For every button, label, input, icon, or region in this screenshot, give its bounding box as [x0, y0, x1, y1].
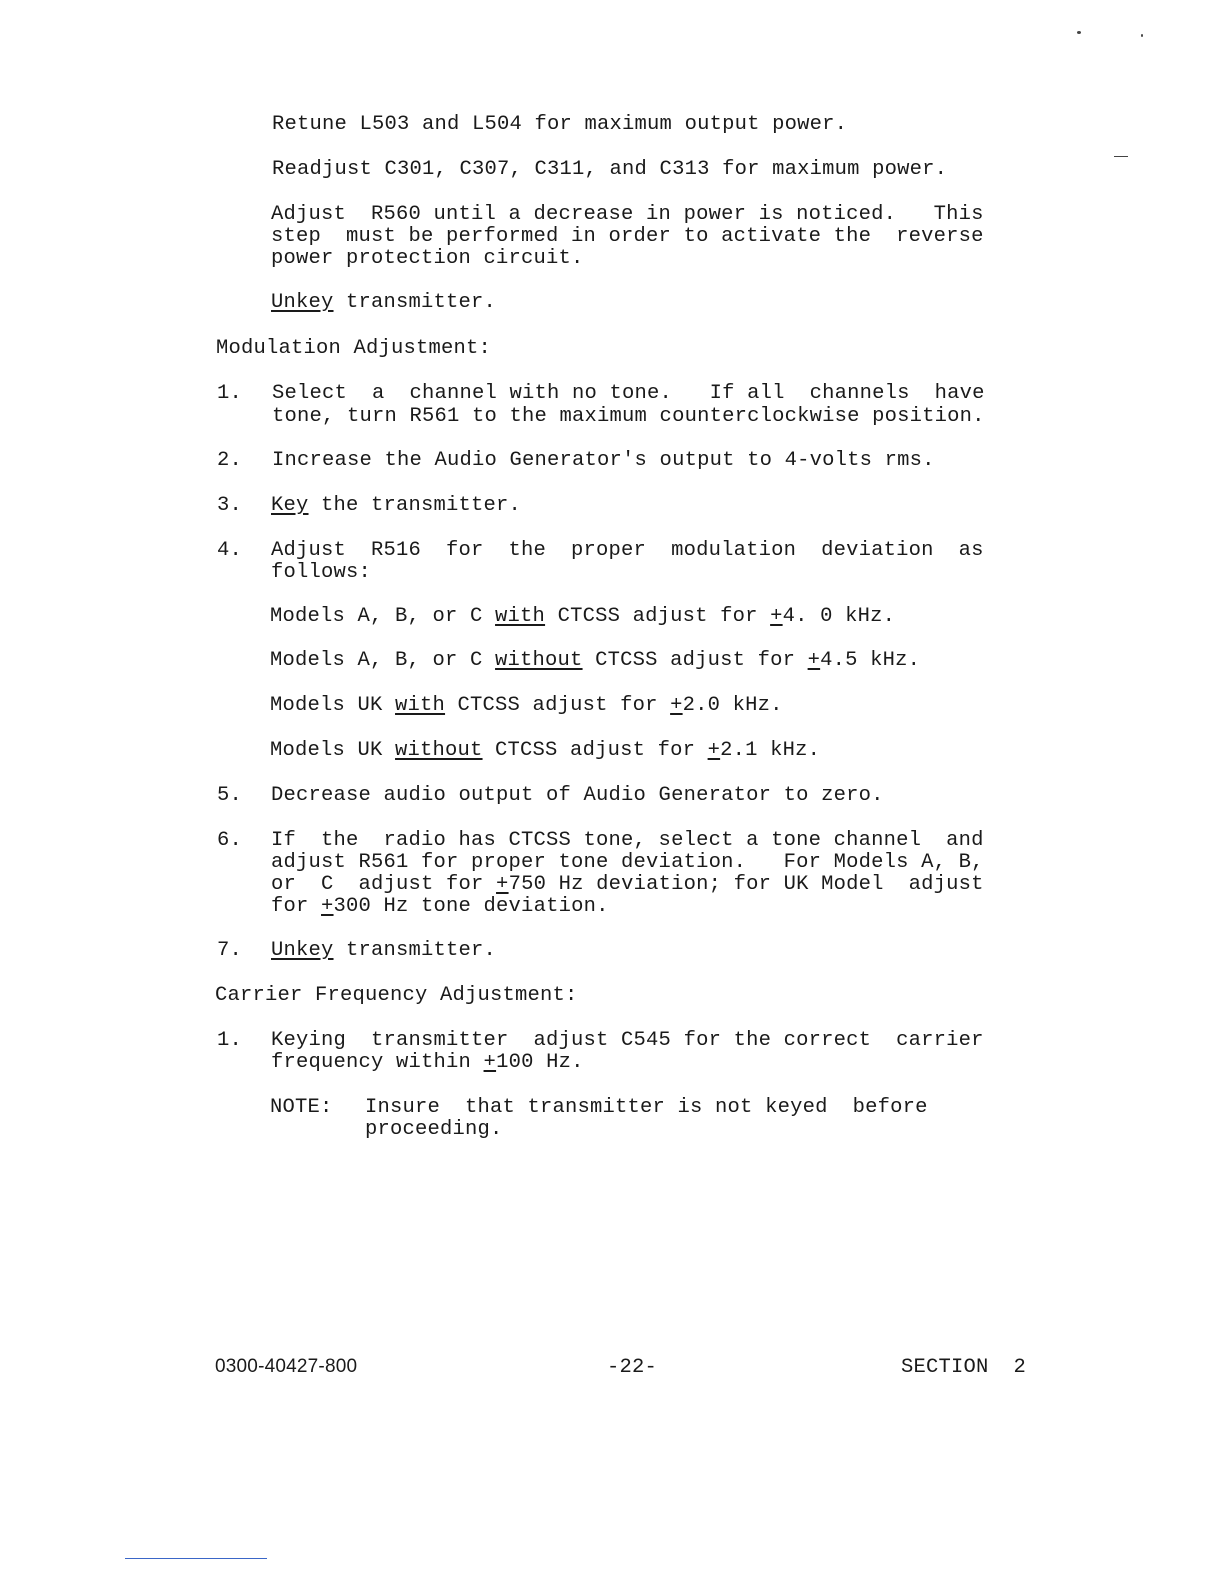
mod-step-7: Unkey transmitter.	[271, 939, 497, 962]
carrier-heading: Carrier Frequency Adjustment:	[215, 984, 578, 1007]
step-number: 6.	[217, 829, 243, 852]
mod-step-1-line-1: Select a channel with no tone. If all channels have	[272, 382, 985, 405]
mod-step-1-line-2: tone, turn R561 to the maximum counterclockwise position.	[272, 405, 985, 428]
retune-instruction: Retune L503 and L504 for maximum output power.	[272, 113, 848, 136]
scan-speck	[1141, 34, 1143, 37]
unkey-instruction: Unkey transmitter.	[271, 291, 497, 314]
step-number: 2.	[217, 449, 243, 472]
step-number: 4.	[217, 539, 243, 562]
scan-edge-line	[125, 1558, 267, 1559]
mod-step-6-line-4: for +300 Hz tone deviation.	[271, 895, 609, 918]
plus-minus-symbol: +	[483, 1051, 497, 1074]
adjust-r560-line-3: power protection circuit.	[271, 247, 584, 270]
carrier-step-1-line-1: Keying transmitter adjust C545 for the correct carrier	[271, 1029, 984, 1052]
plus-minus-symbol: +	[321, 895, 334, 918]
mod-step-5: Decrease audio output of Audio Generator to zero.	[271, 784, 884, 807]
plus-minus-symbol: +	[670, 694, 683, 717]
unkey-word: Unkey	[271, 939, 334, 962]
plus-minus-symbol: +	[807, 649, 821, 672]
key-word: Key	[271, 494, 309, 517]
models-abc-with: Models A, B, or C with CTCSS adjust for +4. 0 kHz.	[270, 605, 896, 628]
scan-speck	[1114, 156, 1128, 157]
models-uk-without: Models UK without CTCSS adjust for +2.1 kHz.	[270, 739, 821, 762]
mod-step-3: Key the transmitter.	[271, 494, 522, 517]
step-number: 1.	[217, 382, 243, 405]
adjust-r560-line-2: step must be performed in order to activate the reverse	[271, 225, 984, 248]
scan-speck	[1077, 31, 1081, 34]
mod-step-6-line-1: If the radio has CTCSS tone, select a tone channel and	[271, 829, 984, 852]
step-number: 1.	[217, 1029, 243, 1052]
note-text-line-1: Insure that transmitter is not keyed before	[365, 1096, 928, 1119]
adjust-r560-line-1: Adjust R560 until a decrease in power is noticed. This	[271, 203, 984, 226]
footer-page-number: -22-	[607, 1356, 658, 1379]
mod-step-4-line-2: follows:	[271, 561, 372, 584]
step-number: 5.	[217, 784, 243, 807]
footer-doc-number: 0300-40427-800	[215, 1356, 358, 1377]
mod-step-4-line-1: Adjust R516 for the proper modulation deviation as	[271, 539, 984, 562]
models-abc-without: Models A, B, or C without CTCSS adjust for +4.5 kHz.	[270, 649, 921, 672]
plus-minus-symbol: +	[707, 739, 721, 762]
plus-minus-symbol: +	[770, 605, 783, 628]
carrier-step-1-line-2: frequency within +100 Hz.	[271, 1051, 584, 1074]
footer-section: SECTION 2	[901, 1356, 1027, 1379]
note-label: NOTE:	[270, 1096, 333, 1119]
step-number: 3.	[217, 494, 243, 517]
readjust-instruction: Readjust C301, C307, C311, and C313 for maximum power.	[272, 158, 948, 181]
modulation-heading: Modulation Adjustment:	[216, 337, 492, 360]
step-number: 7.	[217, 939, 243, 962]
plus-minus-symbol: +	[496, 873, 509, 896]
models-uk-with: Models UK with CTCSS adjust for +2.0 kHz.	[270, 694, 783, 717]
mod-step-2: Increase the Audio Generator's output to 4-volts rms.	[272, 449, 935, 472]
mod-step-6-line-3: or C adjust for +750 Hz deviation; for UK Model adjust	[271, 873, 984, 896]
unkey-word: Unkey	[271, 291, 334, 314]
mod-step-6-line-2: adjust R561 for proper tone deviation. For Models A, B,	[271, 851, 984, 874]
note-text-line-2: proceeding.	[365, 1118, 503, 1141]
